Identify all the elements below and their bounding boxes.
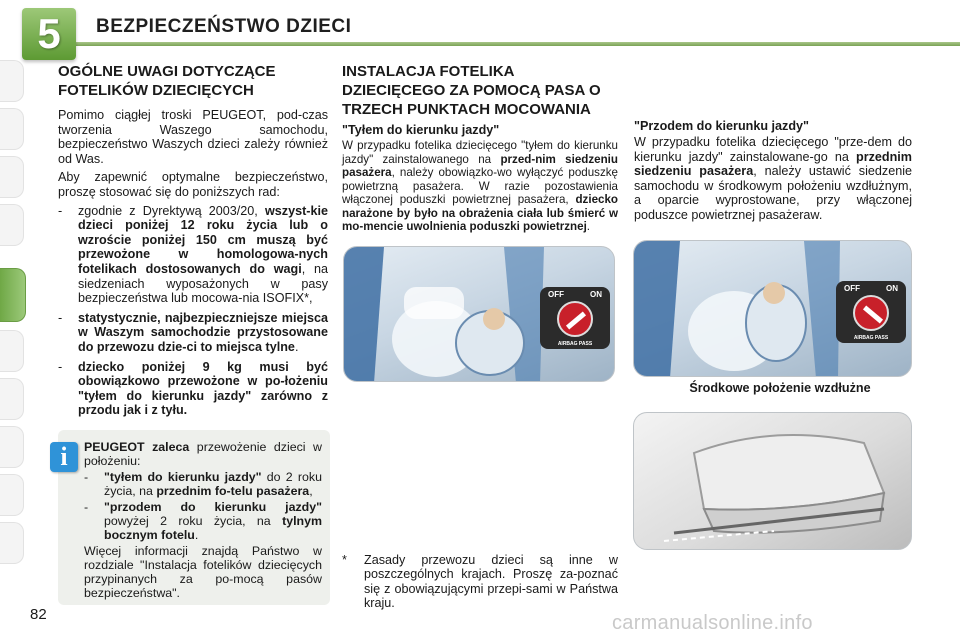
chapter-number: 5 <box>37 10 61 57</box>
airbag-switch-panel <box>836 281 906 343</box>
subheading-rear-facing: "Tyłem do kierunku jazdy" <box>342 123 500 137</box>
info-bold: przednim fo-telu pasażera <box>156 484 310 498</box>
section-heading: OGÓLNE UWAGI DOTYCZĄCE FOTELIKÓW DZIECIĘCYCH <box>58 63 276 99</box>
info-brand: PEUGEOT zaleca <box>84 440 190 454</box>
switch-off-label: OFF <box>548 290 564 299</box>
advice-text <box>78 204 328 306</box>
forward-facing-seat-illustration <box>633 240 912 377</box>
text-bold: przednim siedzeniu pasażera <box>634 149 912 179</box>
chapter-tab[interactable] <box>0 426 24 468</box>
chapter-tab[interactable] <box>0 204 24 246</box>
advice-intro: Aby zapewnić optymalne bezpieczeństwo, proszę stosować się do poniższych rad: <box>58 170 328 199</box>
info-item-text <box>104 470 322 498</box>
bullet-dash: - <box>58 310 63 325</box>
chapter-tabs <box>0 60 26 620</box>
text-bold: dziecko narażone by było na obrażenia ciała lub śmierć w mo-mencie uwolnienia poduszki powietrznej <box>342 193 618 233</box>
info-item <box>80 500 322 542</box>
info-text: powyżej 2 roku życia, na <box>104 514 283 528</box>
text-bold: przed-nim siedzeniu pasażera <box>342 152 618 179</box>
airbag-switch-knob[interactable] <box>853 295 889 331</box>
info-more: Więcej informacji znajdą Państwo w rozdziale "Instalacja fotelików dziecięcych przypinanych za po-mocą pasów bezpieczeństwa". <box>84 544 322 600</box>
chapter-tab[interactable] <box>0 378 24 420</box>
left-column <box>58 62 328 423</box>
advice-text-bold: wszyst-kie dzieci poniżej 12 roku życia lub o wzroście poniżej 150 cm muszą być przewożone w homologowa-nych fotelikach dostosowanych do wagi <box>78 203 328 276</box>
text-part: W przypadku fotelika dziecięcego "prze-dem do kierunku jazdy" zainstalowane-go na <box>634 135 912 164</box>
chapter-badge <box>22 8 76 60</box>
chapter-tab[interactable] <box>0 60 24 102</box>
info-icon: i <box>50 442 78 472</box>
chapter-tab[interactable] <box>0 108 24 150</box>
footnote-marker: * <box>342 553 347 567</box>
bullet-dash: - <box>58 203 63 218</box>
info-item-text <box>104 500 322 542</box>
info-text: przewożenie dzieci w położeniu: <box>84 440 322 468</box>
switch-on-label: ON <box>886 284 898 293</box>
seat-position-caption: Środkowe położenie wzdłużne <box>689 381 871 395</box>
switch-on-label: ON <box>590 290 602 299</box>
bullet-dash: - <box>84 500 89 514</box>
info-bold: "przodem do kierunku jazdy" <box>104 500 322 514</box>
text-part: , należy ustawić siedzenie samochodu w środkowym położeniu wzdłużnym, a oparcie wyprostowane, przy włączonej poduszce powietrznej pasażeraw. <box>634 164 913 222</box>
chapter-tab[interactable] <box>0 330 24 372</box>
bullet-dash: - <box>84 470 89 484</box>
forward-facing-text <box>634 135 912 223</box>
seat-rail-illustration <box>633 412 912 550</box>
switch-off-label: OFF <box>844 284 860 293</box>
chapter-tab-active[interactable] <box>0 268 26 322</box>
chapter-title: BEZPIECZEŃSTWO DZIECI <box>96 16 352 37</box>
rear-facing-text <box>342 139 618 234</box>
seat-drawing <box>634 413 912 550</box>
rear-facing-seat-illustration <box>343 246 615 382</box>
advice-item <box>58 360 328 418</box>
text-part: W przypadku fotelika dziecięcego "tyłem do kierunku jazdy" zainstalowanego na <box>342 139 618 166</box>
middle-column <box>342 62 618 238</box>
right-column <box>634 119 912 227</box>
watermark: carmanualsonline.info <box>612 612 813 634</box>
text-part: . <box>586 220 591 233</box>
advice-text-part: zgodnie z Dyrektywą 2003/20, <box>78 203 265 218</box>
section-heading: INSTALACJA FOTELIKA DZIECIĘCEGO ZA POMOCĄ PASA O TRZECH PUNKTACH MOCOWANIA <box>342 63 601 118</box>
advice-item <box>58 311 328 355</box>
subheading-forward-facing: "Przodem do kierunku jazdy" <box>634 119 809 133</box>
info-text: , <box>309 484 313 498</box>
info-text: do 2 roku życia, na <box>104 470 323 498</box>
switch-label: AIRBAG PASS <box>853 335 889 341</box>
chapter-tab[interactable] <box>0 474 24 516</box>
info-text: . <box>194 528 199 542</box>
text-part: , należy obowiązko-wo wyłączyć poduszkę powietrzną pasażera. W razie pozostawienia włączonej poduszki powietrznej pasażera, <box>342 166 618 206</box>
bullet-dash: - <box>58 359 63 374</box>
advice-text <box>78 311 328 355</box>
switch-label: AIRBAG PASS <box>557 341 593 347</box>
airbag-switch-panel <box>540 287 610 349</box>
intro-paragraph: Pomimo ciągłej troski PEUGEOT, pod-czas tworzenia Waszego samochodu, bezpieczeństwo Waszych dzieci zależy również od Was. <box>58 108 328 166</box>
info-bold: "tyłem do kierunku jazdy" <box>104 470 262 484</box>
info-item <box>80 470 322 498</box>
info-box <box>58 430 330 605</box>
page-number: 82 <box>30 606 47 623</box>
advice-text-part: . <box>294 339 299 354</box>
chapter-tab[interactable] <box>0 522 24 564</box>
info-bold: tylnym bocznym fotelu <box>104 514 322 542</box>
header-rule <box>30 42 960 46</box>
advice-text-part: , na siedzeniach wyposażonych w pasy bezpieczeństwa lub mocowa-nia ISOFIX*, <box>78 261 328 306</box>
info-intro <box>80 440 322 468</box>
footnote <box>342 553 618 611</box>
airbag-switch-knob[interactable] <box>557 301 593 337</box>
footnote-text: Zasady przewozu dzieci są inne w poszczególnych krajach. Proszę za-poznać się z obowiązującymi przepi-sami w Państwa kraju. <box>364 553 618 611</box>
advice-text-bold: dziecko poniżej 9 kg musi być obowiązkowo przewożone w po-łożeniu "tyłem do kierunku jazdy" zarówno z przodu jak i z tyłu. <box>78 359 328 418</box>
chapter-tab[interactable] <box>0 156 24 198</box>
advice-item <box>58 204 328 306</box>
advice-text-bold: statystycznie, najbezpieczniejsze miejsca w Waszym samochodzie przystosowane do przewozu dzie-ci to miejsca tylne <box>78 310 328 354</box>
